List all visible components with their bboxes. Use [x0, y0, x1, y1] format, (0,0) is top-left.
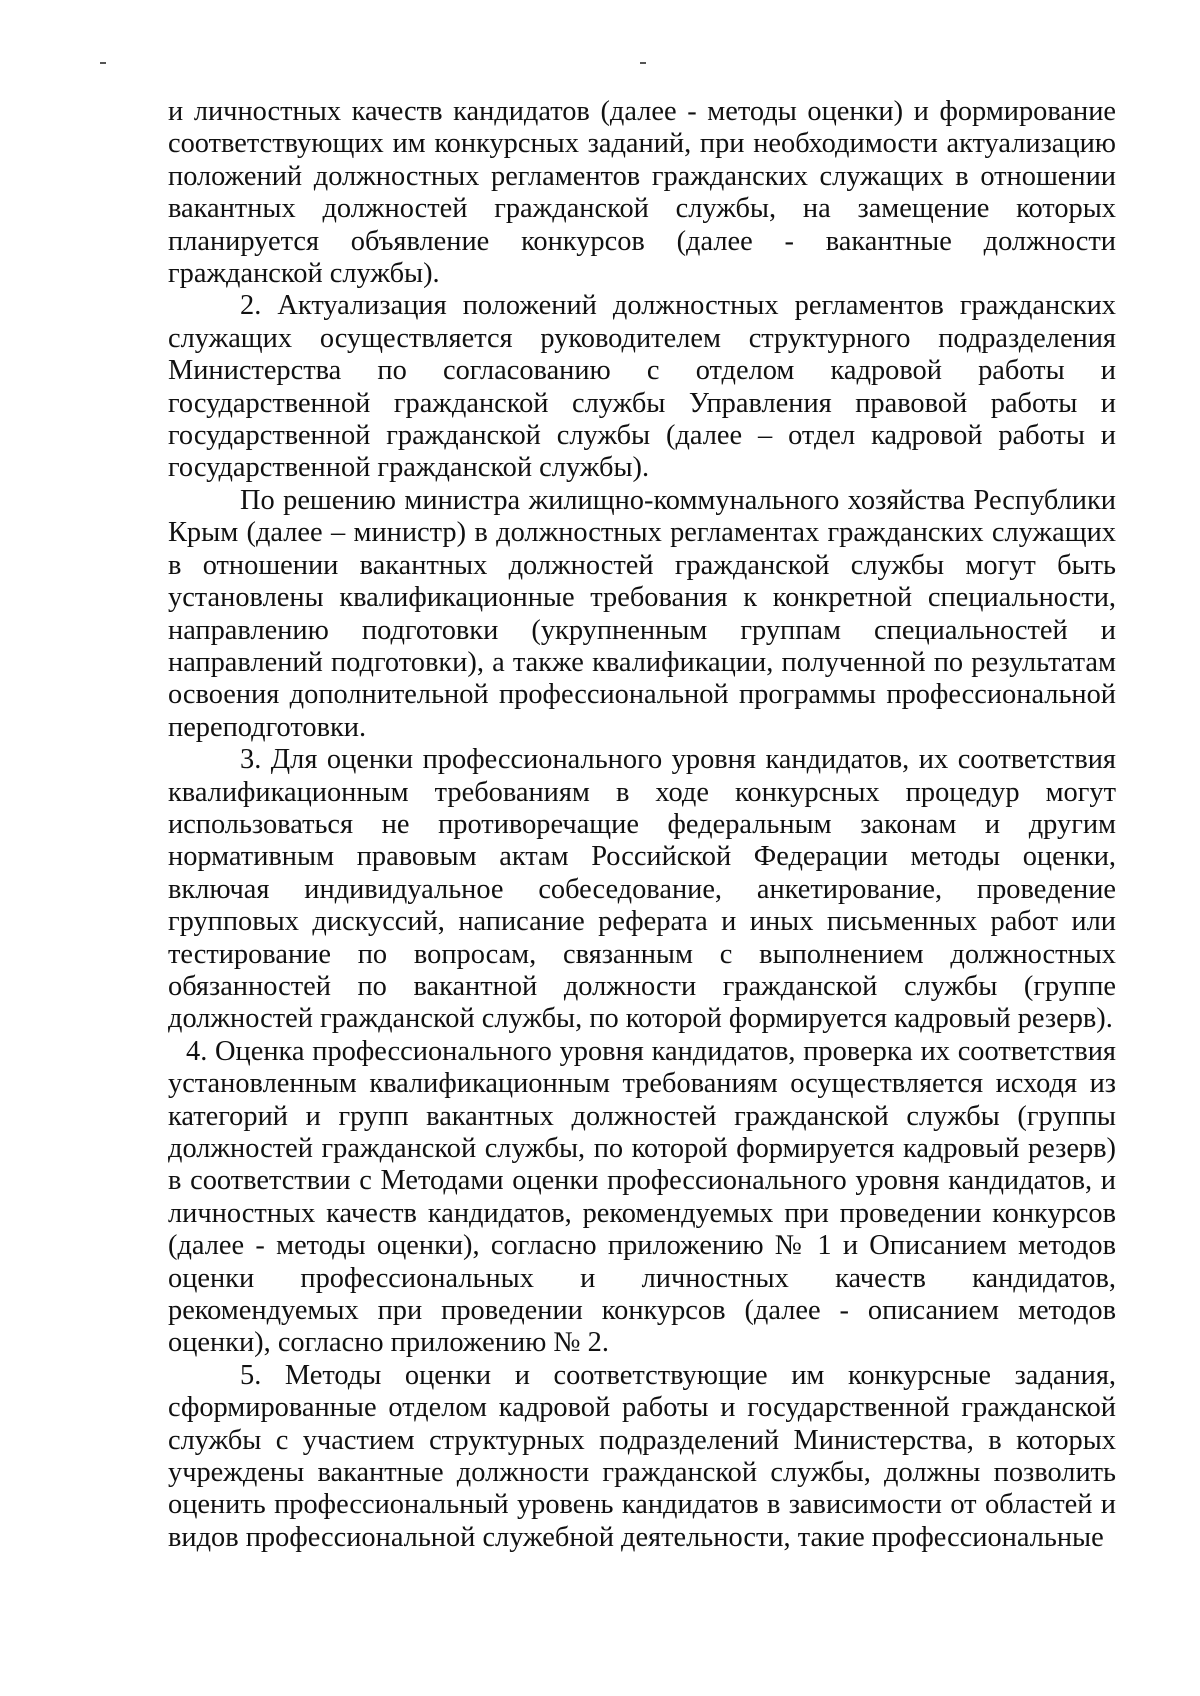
- paragraph-continuation: и личностных качеств кандидатов (далее - методы оценки) и формирование соответствующих им конкурсных заданий, при необходимости актуализацию положений должностных регламентов гражданских служащих в отношении вакантных должностей гражданской службы, на замещение которых планируется объявление конкурсов (далее - вакантные должности гражданской службы).: [168, 96, 1116, 290]
- document-body: [168, 96, 1116, 1554]
- scan-artifact-mark: [100, 62, 106, 64]
- paragraph-minister-decision: По решению министра жилищно-коммунального хозяйства Республики Крым (далее – министр) в должностных регламентах гражданских служащих в отношении вакантных должностей гражданской службы могут быть установлены квалификационные требования к конкретной специальности, направлению подготовки (укрупненным группам специальностей и направлений подготовки), а также квалификации, полученной по результатам освоения дополнительной профессиональной программы профессиональной переподготовки.: [168, 484, 1116, 743]
- paragraph-item-3: 3. Для оценки профессионального уровня кандидатов, их соответствия квалификационным требованиям в ходе конкурсных процедур могут использоваться не противоречащие федеральным законам и другим нормативным правовым актам Российской Федерации методы оценки, включая индивидуальное собеседование, анкетирование, проведение групповых дискуссий, написание реферата и иных письменных работ или тестирование по вопросам, связанным с выполнением должностных обязанностей по вакантной должности гражданской службы (группе должностей гражданской службы, по которой формируется кадровый резерв).: [168, 744, 1116, 1035]
- scan-artifact-mark: [640, 62, 646, 64]
- paragraph-item-5: 5. Методы оценки и соответствующие им конкурсные задания, сформированные отделом кадровой работы и государственной гражданской службы с участием структурных подразделений Министерства, в которых учреждены вакантные должности гражданской службы, должны позволить оценить профессиональный уровень кандидатов в зависимости от областей и видов профессиональной служебной деятельности, такие профессиональные: [168, 1359, 1116, 1553]
- paragraph-item-2: 2. Актуализация положений должностных регламентов гражданских служащих осуществляется руководителем структурного подразделения Министерства по согласованию с отделом кадровой работы и государственной гражданской службы Управления правовой работы и государственной гражданской службы (далее – отдел кадровой работы и государственной гражданской службы).: [168, 290, 1116, 484]
- paragraph-item-4: 4. Оценка профессионального уровня кандидатов, проверка их соответствия установленным квалификационным требованиям осуществляется исходя из категорий и групп вакантных должностей гражданской службы (группы должностей гражданской службы, по которой формируется кадровый резерв) в соответствии с Методами оценки профессионального уровня кандидатов, и личностных качеств кандидатов, рекомендуемых при проведении конкурсов (далее - методы оценки), согласно приложению № 1 и Описанием методов оценки профессиональных и личностных качеств кандидатов, рекомендуемых при проведении конкурсов (далее - описанием методов оценки), согласно приложению № 2.: [168, 1035, 1116, 1359]
